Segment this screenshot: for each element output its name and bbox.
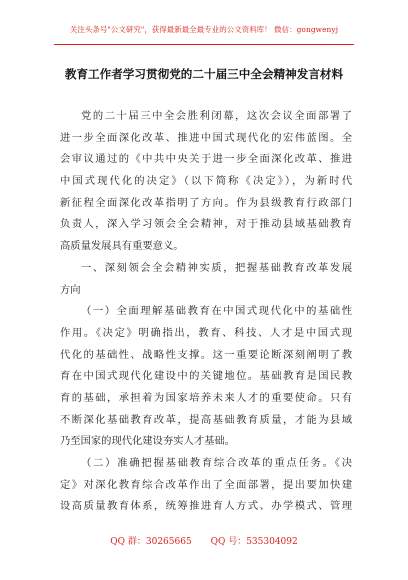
body-line: 高质量发展具有重要意义。	[60, 240, 184, 253]
promo-header: 关注头条号"公文研究"，获得最新最全最专业的公文资料库！ 微信：gongwenyj	[69, 25, 339, 34]
contact-footer	[0, 534, 408, 547]
document-title: 教育工作者学习贯彻党的二十届三中全会精神发言材料	[64, 67, 344, 81]
header-divider	[54, 44, 354, 45]
body-line: 进一步全面深化改革、推进中国式现代化的宏伟蓝图。全	[60, 131, 352, 144]
body-line: 党的二十届三中全会胜利闭幕，这次会议全面部署了	[81, 110, 352, 122]
body-line: 设高质量教育体系，统筹推进育人方式、办学模式、管理	[60, 500, 352, 513]
body-line: 新征程全面深化改革指明了方向。作为县级教育行政部门	[60, 196, 352, 209]
body-line: 不断深化基础教育改革，提高基础教育质量，才能为县域	[60, 413, 352, 426]
body-line: 育在中国式现代化建设中的关键地位。基础教育是国民教	[60, 370, 352, 383]
body-line: 负责人，深入学习领会全会精神，对于推动县域基础教育	[60, 218, 352, 231]
section-heading-line: 一、深刻领会全会精神实质，把握基础教育改革发展	[81, 261, 352, 274]
body-line: 中国式现代化的决定》（以下简称《决定》），为新时代	[60, 175, 352, 188]
qq-group: QQ 群：30265665	[110, 537, 192, 547]
section-heading-line: 方向	[60, 283, 81, 296]
document-body	[60, 106, 352, 518]
body-line: 乃至国家的现代化建设夯实人才基础。	[60, 435, 236, 448]
qq-number: QQ 号：535304092	[210, 537, 298, 547]
body-line: 会审议通过的《中共中央关于进一步全面深化改革、推进	[60, 153, 352, 166]
body-line: （一）全面理解基础教育在中国式现代化中的基础性	[81, 305, 352, 318]
body-line: （二）准确把握基础教育综合改革的重点任务。《决	[81, 457, 352, 469]
body-line: 作用。《决定》明确指出，教育、科技、人才是中国式现	[60, 326, 352, 339]
body-line: 育的基础，承担着为国家培养未来人才的重要使命。只有	[60, 391, 352, 404]
body-line: 代化的基础性、战略性支撑。这一重要论断深刻阐明了教	[60, 348, 352, 361]
body-line: 定》对深化教育综合改革作出了全面部署，提出要加快建	[60, 478, 352, 491]
